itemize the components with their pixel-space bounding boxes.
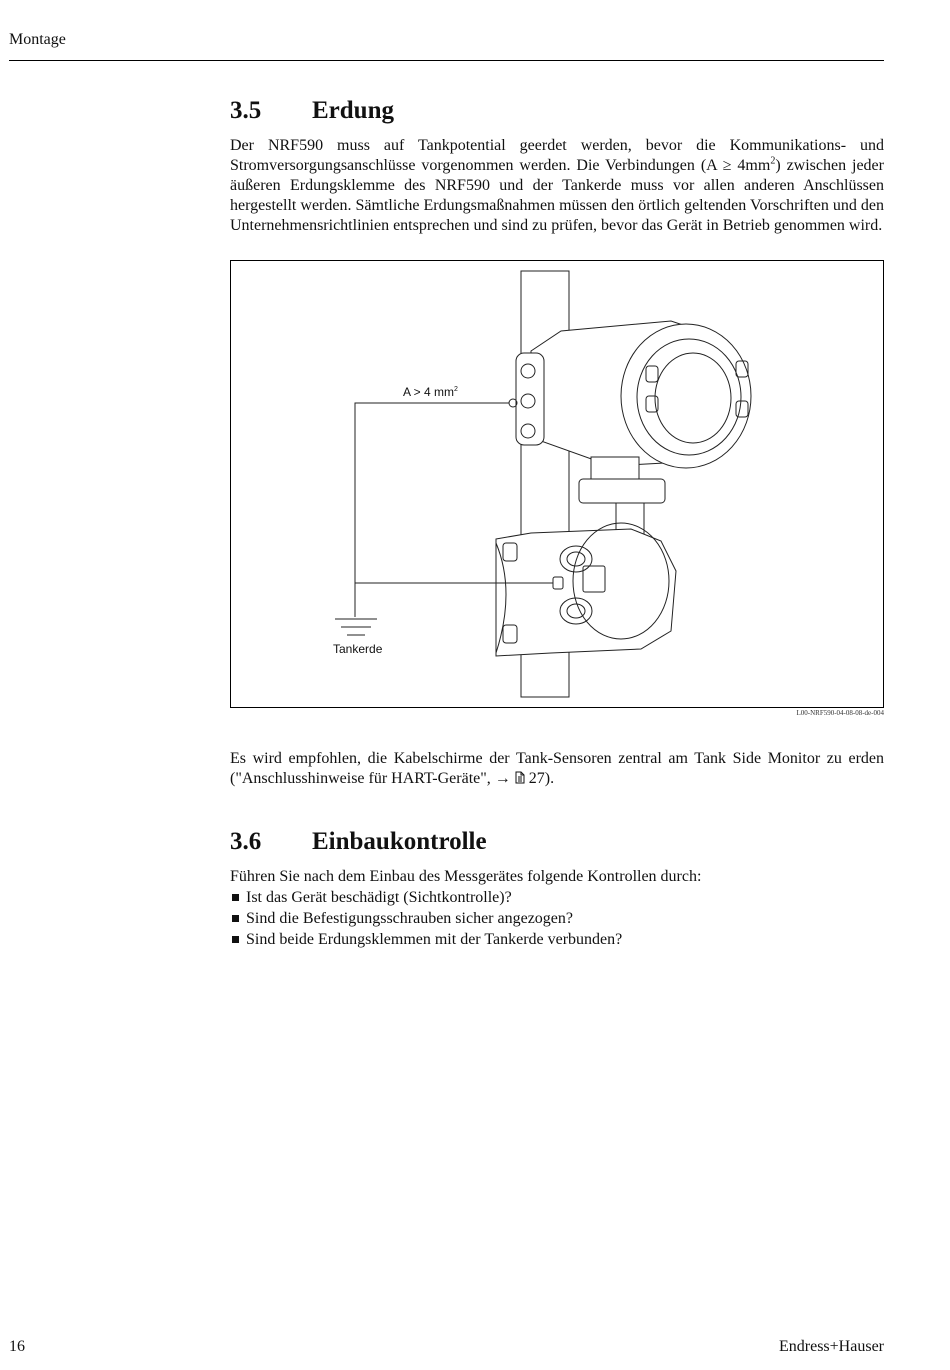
bullet-icon	[232, 936, 239, 943]
upper-clamp	[516, 353, 544, 445]
list-item	[230, 887, 884, 908]
brand-name: Endress+Hauser	[779, 1338, 884, 1355]
section-title: Einbaukontrolle	[312, 828, 487, 855]
list-item	[230, 929, 884, 950]
figure-code: L00-NRF590-04-08-08-de-004	[796, 709, 884, 717]
page-icon	[515, 771, 525, 784]
grounding-diagram	[231, 261, 883, 707]
ground-label: Tankerde	[333, 642, 383, 656]
checklist-intro: Führen Sie nach dem Einbau des Messgerätes folgende Kontrollen durch:	[230, 868, 702, 885]
shield-note	[230, 749, 884, 789]
paragraph-text: ) zwischen jeder äußeren Erdungsklemme des NRF590 und der Tankerde muss vor allen anderen Anschlüssen hergestellt werden. Sämtliche Erdungsmaßnahmen müssen den örtlich geltenden Vorschriften und den Unternehmensrichtlinien entsprechen und sind zu prüfen, bevor das Gerät in Betrieb genommen wird.	[230, 157, 884, 234]
paragraph-text: ).	[544, 770, 555, 787]
shield-paragraph	[230, 749, 884, 789]
header-rule	[9, 60, 884, 61]
bullet-icon	[232, 915, 239, 922]
list-item-text: Sind die Befestigungsschrauben sicher angezogen?	[246, 910, 574, 927]
bullet-icon	[232, 894, 239, 901]
paragraph-text: Es wird empfohlen, die Kabelschirme der Tank-Sensoren zentral am Tank Side Monitor zu erden ("Anschlusshinweise für HART-Geräte",	[230, 750, 884, 787]
section-number: 3.6	[230, 828, 262, 855]
ground-symbol	[335, 619, 377, 635]
display-cover	[621, 324, 751, 468]
arrow-icon: →	[494, 770, 511, 787]
section-einbaukontrolle	[230, 827, 884, 950]
superscript: 2	[770, 155, 776, 167]
erdung-paragraph	[230, 136, 884, 236]
section-heading-einbaukontrolle	[230, 827, 884, 857]
page-number: 16	[9, 1338, 25, 1355]
upper-ground-cable	[355, 403, 509, 617]
section-erdung	[230, 96, 884, 236]
running-header: Montage	[9, 31, 66, 48]
cable-label: A > 4 $mm^2$	[403, 385, 458, 399]
section-number: 3.5	[230, 97, 262, 124]
paragraph-text: Der NRF590 muss auf Tankpotential geerdet werden, bevor die Kommunikations- und Stromversorgungsanschlüsse vorgenommen werden. Die Verbindungen (A ≥ 4mm	[230, 137, 884, 174]
page-reference-link[interactable]: 27	[528, 770, 545, 787]
section-heading-erdung	[230, 96, 884, 126]
list-item-text: Sind beide Erdungsklemmen mit der Tankerde verbunden?	[246, 931, 623, 948]
list-item	[230, 908, 884, 929]
section-title: Erdung	[312, 97, 394, 124]
checklist	[230, 887, 884, 950]
list-item-text: Ist das Gerät beschädigt (Sichtkontrolle)?	[246, 889, 512, 906]
grounding-figure	[230, 260, 884, 708]
